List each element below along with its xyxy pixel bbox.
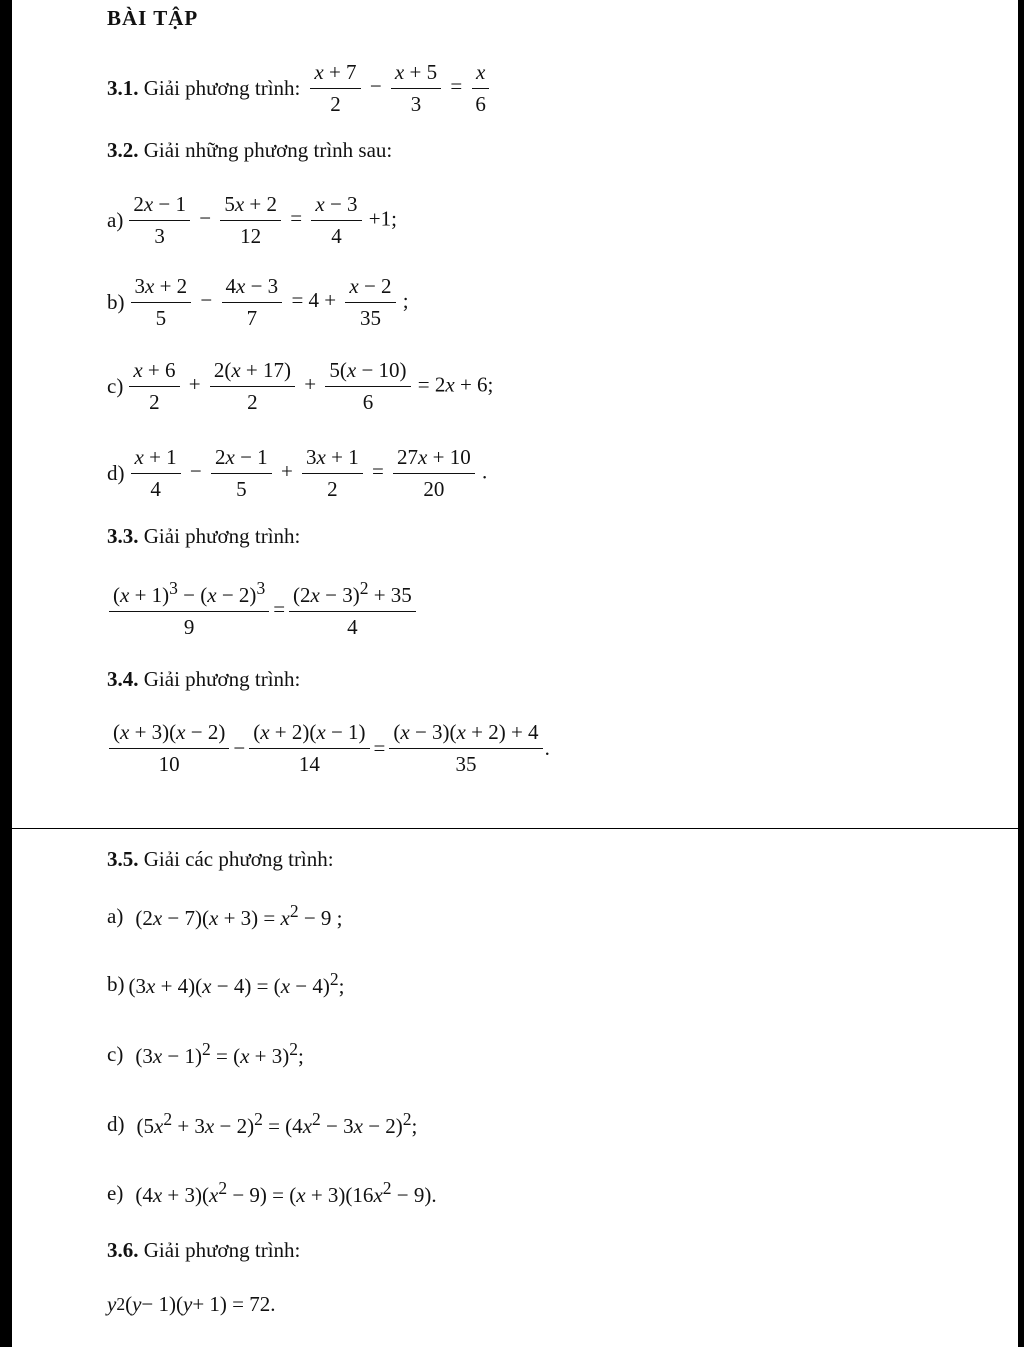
item-label: c): [107, 374, 124, 398]
problem-3-2-c: [107, 358, 493, 415]
problem-number: 3.4.: [107, 667, 139, 691]
problem-3-5-d: [107, 1109, 417, 1139]
problem-3-5-b: [107, 969, 344, 999]
problem-number: 3.5.: [107, 847, 139, 871]
item-label: a): [107, 903, 124, 928]
item-label: d): [107, 1111, 125, 1136]
problem-3-6-equation: y 2 ( y − 1)( y + 1) = 72.: [107, 1292, 276, 1316]
equation: $(3x + 4)(x - 4) = (x - 4)^2$;: [128, 969, 345, 998]
document-page-1: [12, 0, 1018, 828]
document-page-2: [12, 829, 1018, 1347]
problem-number: 3.3.: [107, 524, 139, 548]
problem-3-1: [107, 60, 492, 117]
equation: $\frac{x + 7}{2}$ − $\frac{x + 5}{3}$ = $\frac{x}{6}$: [308, 60, 492, 117]
equation: $\frac{x + 6}{2}$ + $\frac{2(x + 17)}{2}$ + $\frac{5(x - 10)}{6}$ = 2x + 6;: [127, 358, 493, 415]
exercise-title: BÀI TẬP: [107, 6, 199, 30]
equation: $\frac{x + 1}{4}$ − $\frac{2x - 1}{5}$ + $\frac{3x + 1}{2}$ = $\frac{27x + 10}{20}$ .: [129, 445, 488, 502]
problem-3-2-b: [107, 274, 409, 331]
item-label: a): [107, 208, 124, 232]
equation: $(4x + 3)(x^2 - 9) = (x + 3)(16x^2 - 9)$.: [135, 1178, 437, 1207]
problem-3-2-a: [107, 192, 397, 249]
problem-text: Giải các phương trình:: [143, 847, 334, 871]
item-label: b): [107, 290, 125, 314]
item-label: b): [107, 971, 125, 996]
equation: $\frac{2x - 1}{3}$ − $\frac{5x + 2}{12}$ = $\frac{x - 3}{4}$ +1;: [127, 192, 397, 249]
equation: $\frac{3x + 2}{5}$ − $\frac{4x - 3}{7}$ = 4 + $\frac{x - 2}{35}$ ;: [129, 274, 409, 331]
problem-text: Giải phương trình:: [143, 667, 301, 691]
problem-3-2: [107, 138, 392, 163]
problem-text: Giải phương trình:: [143, 1238, 301, 1262]
problem-3-2-d: [107, 445, 487, 502]
problem-3-4-equation: $\frac{(x + 3)(x - 2)}{10}$ − $\frac{(x + 2)(x - 1)}{14}$ = $\frac{(x - 3)(x + 2) + 4}{35}$ .: [107, 720, 550, 777]
equation: $(5x^2 + 3x - 2)^2 = (4x^2 - 3x - 2)^2$;: [136, 1109, 418, 1138]
equation: $(3x - 1)^2 = (x + 3)^2$;: [135, 1039, 304, 1068]
problem-number: 3.2.: [107, 138, 139, 162]
problem-3-3: [107, 524, 300, 549]
problem-number: 3.6.: [107, 1238, 139, 1262]
item-label: e): [107, 1180, 124, 1205]
problem-text: Giải phương trình:: [143, 76, 301, 100]
item-label: c): [107, 1041, 124, 1066]
problem-3-3-equation: $\frac{(x + 1)^3 - (x - 2)^3}{9}$ = $\frac{(2x - 3)^2 + 35}{4}$: [107, 578, 418, 640]
problem-number: 3.1.: [107, 76, 139, 100]
problem-3-4: [107, 667, 300, 692]
item-label: d): [107, 461, 125, 485]
problem-3-5-a: [107, 901, 343, 931]
problem-3-5-e: [107, 1178, 437, 1208]
problem-text: Giải phương trình:: [143, 524, 301, 548]
problem-text: Giải những phương trình sau:: [143, 138, 393, 162]
problem-3-5-c: [107, 1039, 304, 1069]
problem-3-5: [107, 847, 334, 872]
equation: $(2x - 7)(x + 3) = x^2 - 9$ ;: [135, 901, 343, 930]
problem-3-6: [107, 1238, 300, 1263]
